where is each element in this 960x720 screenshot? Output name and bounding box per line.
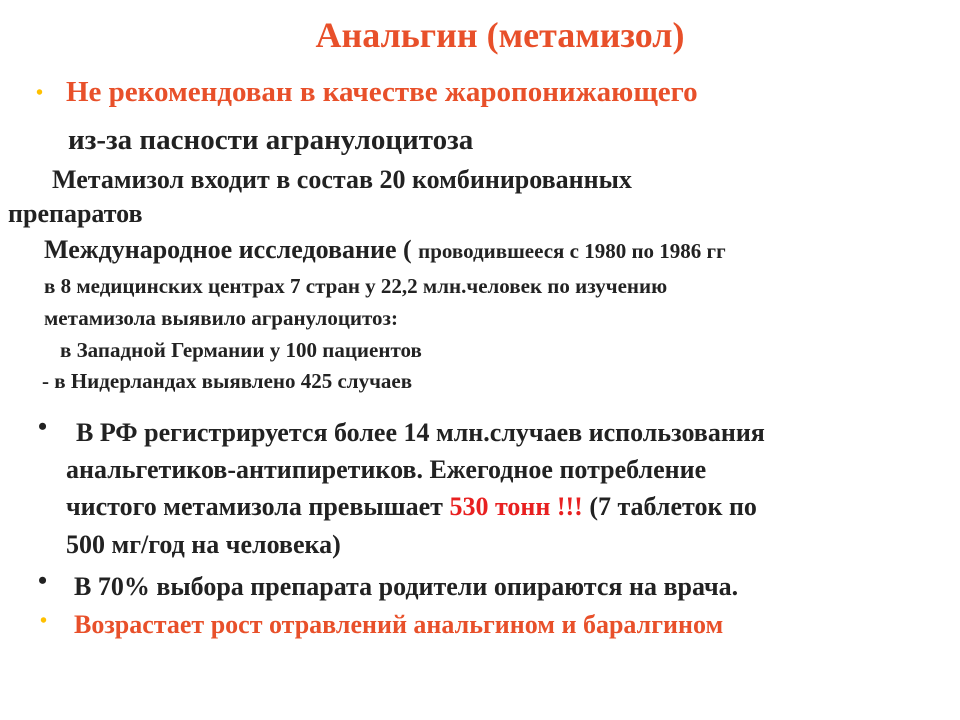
bullet-icon: •: [38, 412, 48, 441]
warning-line-2: из-за пасности агранулоцитоза: [68, 124, 474, 156]
study-line: метамизола выявило агранулоцитоз:: [44, 306, 398, 330]
study-line: - в Нидерландах выявлено 425 случаев: [42, 369, 413, 393]
rf-line: анальгетиков-антипиретиков. Ежегодное потребление: [66, 455, 707, 484]
study-line: в 8 медицинских центрах 7 стран у 22,2 млн.человек по изучению: [44, 274, 668, 298]
consumption-highlight: 530 тонн !!!: [449, 492, 583, 521]
rf-line-text: (7 таблеток по: [582, 492, 757, 521]
combo-line-2: препаратов: [8, 199, 143, 228]
study-lead: Международное исследование (: [44, 235, 419, 264]
bullet-icon: •: [38, 566, 48, 595]
bullet-icon: •: [40, 610, 48, 632]
choice-line: В 70% выбора препарата родители опираются на врача.: [74, 572, 739, 601]
study-rest: проводившееся с 1980 по 1986 гг: [418, 239, 726, 263]
rf-line: [66, 492, 757, 522]
bullet-icon: •: [36, 82, 44, 104]
combo-line: Метамизол входит в состав 20 комбинированных: [52, 165, 632, 194]
rf-line-text: чистого метамизола превышает: [66, 492, 450, 521]
study-heading: [44, 235, 726, 265]
slide-title: Анальгин (метамизол): [315, 15, 685, 55]
rf-line: 500 мг/год на человека): [66, 530, 341, 559]
study-line: в Западной Германии у 100 пациентов: [60, 338, 422, 362]
rf-line: В РФ регистрируется более 14 млн.случаев использования: [76, 418, 765, 447]
poison-line: Возрастает рост отравлений анальгином и баралгином: [74, 610, 724, 639]
warning-line: Не рекомендован в качестве жаропонижающего: [66, 76, 698, 108]
